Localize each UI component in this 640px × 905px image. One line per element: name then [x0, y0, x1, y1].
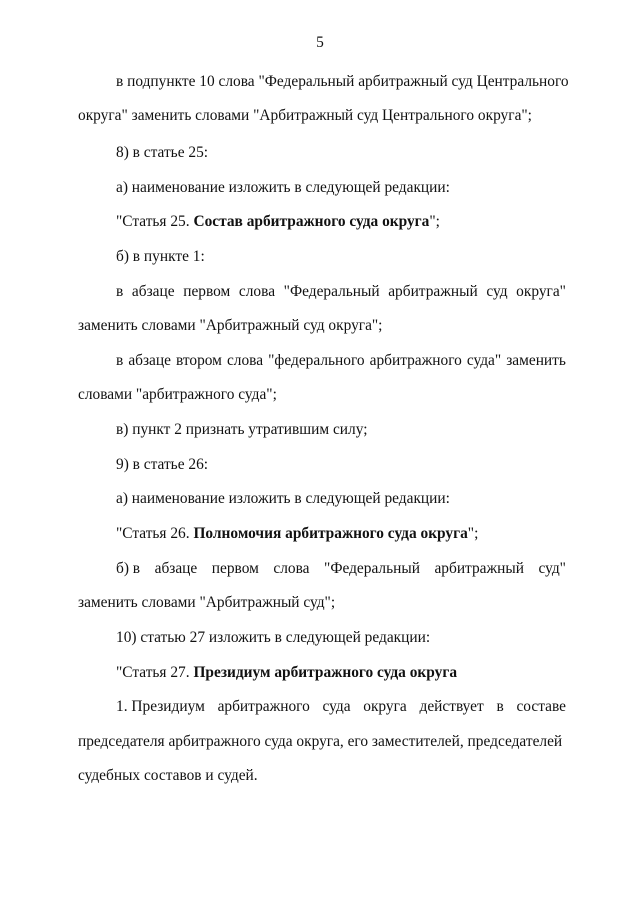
- paragraph-line: округа" заменить словами "Арбитражный суд Центрального округа";: [78, 107, 532, 124]
- word: заменить: [506, 352, 566, 369]
- word: слова: [273, 560, 310, 577]
- justified-line: [116, 697, 566, 717]
- paragraph-line: в) пункт 2 признать утратившим силу;: [116, 421, 368, 438]
- justified-line: [116, 559, 566, 579]
- paragraph-line: 8) в статье 25:: [116, 144, 209, 161]
- article-heading: [116, 663, 457, 683]
- paragraph-line: а) наименование изложить в следующей редакции:: [116, 179, 450, 196]
- word: суд: [486, 283, 508, 300]
- article-heading-prefix: "Статья 26.: [116, 525, 194, 542]
- paragraph-line: а) наименование изложить в следующей редакции:: [116, 490, 450, 507]
- word: арбитражный: [388, 283, 478, 300]
- paragraph-line: словами "арбитражного суда";: [78, 386, 277, 403]
- word: суда": [466, 352, 502, 369]
- article-heading-prefix: "Статья 25.: [116, 213, 194, 230]
- paragraph-line: заменить словами "Арбитражный суд округа";: [78, 317, 383, 334]
- article-heading-prefix: "Статья 27.: [116, 664, 194, 681]
- word: суда: [322, 698, 351, 715]
- word: действует: [419, 698, 484, 715]
- word: абзаце: [131, 283, 175, 300]
- word: в: [496, 698, 504, 715]
- page-number: 5: [316, 34, 324, 51]
- word: абзаце: [128, 352, 171, 369]
- word: в: [116, 283, 124, 300]
- article-heading-suffix: ";: [429, 213, 440, 230]
- word: округа: [363, 698, 407, 715]
- paragraph-line: б) в пункте 1:: [116, 248, 205, 265]
- article-heading-title: Полномочия арбитражного суда округа: [193, 525, 468, 542]
- word: 1. Президиум: [116, 698, 205, 715]
- word: абзаце: [154, 560, 198, 577]
- article-heading: [116, 524, 478, 544]
- word: "Федеральный: [324, 560, 420, 577]
- word: слова: [226, 352, 264, 369]
- word: составе: [516, 698, 566, 715]
- word: слова: [238, 283, 276, 300]
- paragraph-line: заменить словами "Арбитражный суд";: [78, 594, 336, 611]
- word: арбитражного: [369, 352, 462, 369]
- paragraph-line: судебных составов и судей.: [78, 767, 258, 784]
- article-heading: [116, 212, 440, 232]
- paragraph-line: 9) в статье 26:: [116, 456, 209, 473]
- word: "федерального: [268, 352, 365, 369]
- word: втором: [175, 352, 222, 369]
- word: в: [116, 352, 124, 369]
- justified-line: [116, 282, 566, 302]
- word: "Федеральный: [283, 283, 380, 300]
- article-heading-suffix: ";: [467, 525, 479, 542]
- justified-line: [116, 351, 566, 371]
- paragraph-line: в подпункте 10 слова "Федеральный арбитражный суд Центрального: [116, 73, 569, 90]
- word: первом: [211, 560, 259, 577]
- word: арбитражного: [217, 698, 310, 715]
- article-heading-title: Состав арбитражного суда округа: [193, 213, 430, 230]
- word: первом: [183, 283, 231, 300]
- word: суд": [538, 560, 566, 577]
- word: арбитражный: [434, 560, 524, 577]
- word: б) в: [116, 560, 141, 577]
- paragraph-line: 10) статью 27 изложить в следующей редакции:: [116, 629, 431, 646]
- article-heading-title: Президиум арбитражного суда округа: [193, 664, 458, 681]
- paragraph-line: председателя арбитражного суда округа, его заместителей, председателей: [78, 733, 563, 750]
- word: округа": [516, 283, 566, 300]
